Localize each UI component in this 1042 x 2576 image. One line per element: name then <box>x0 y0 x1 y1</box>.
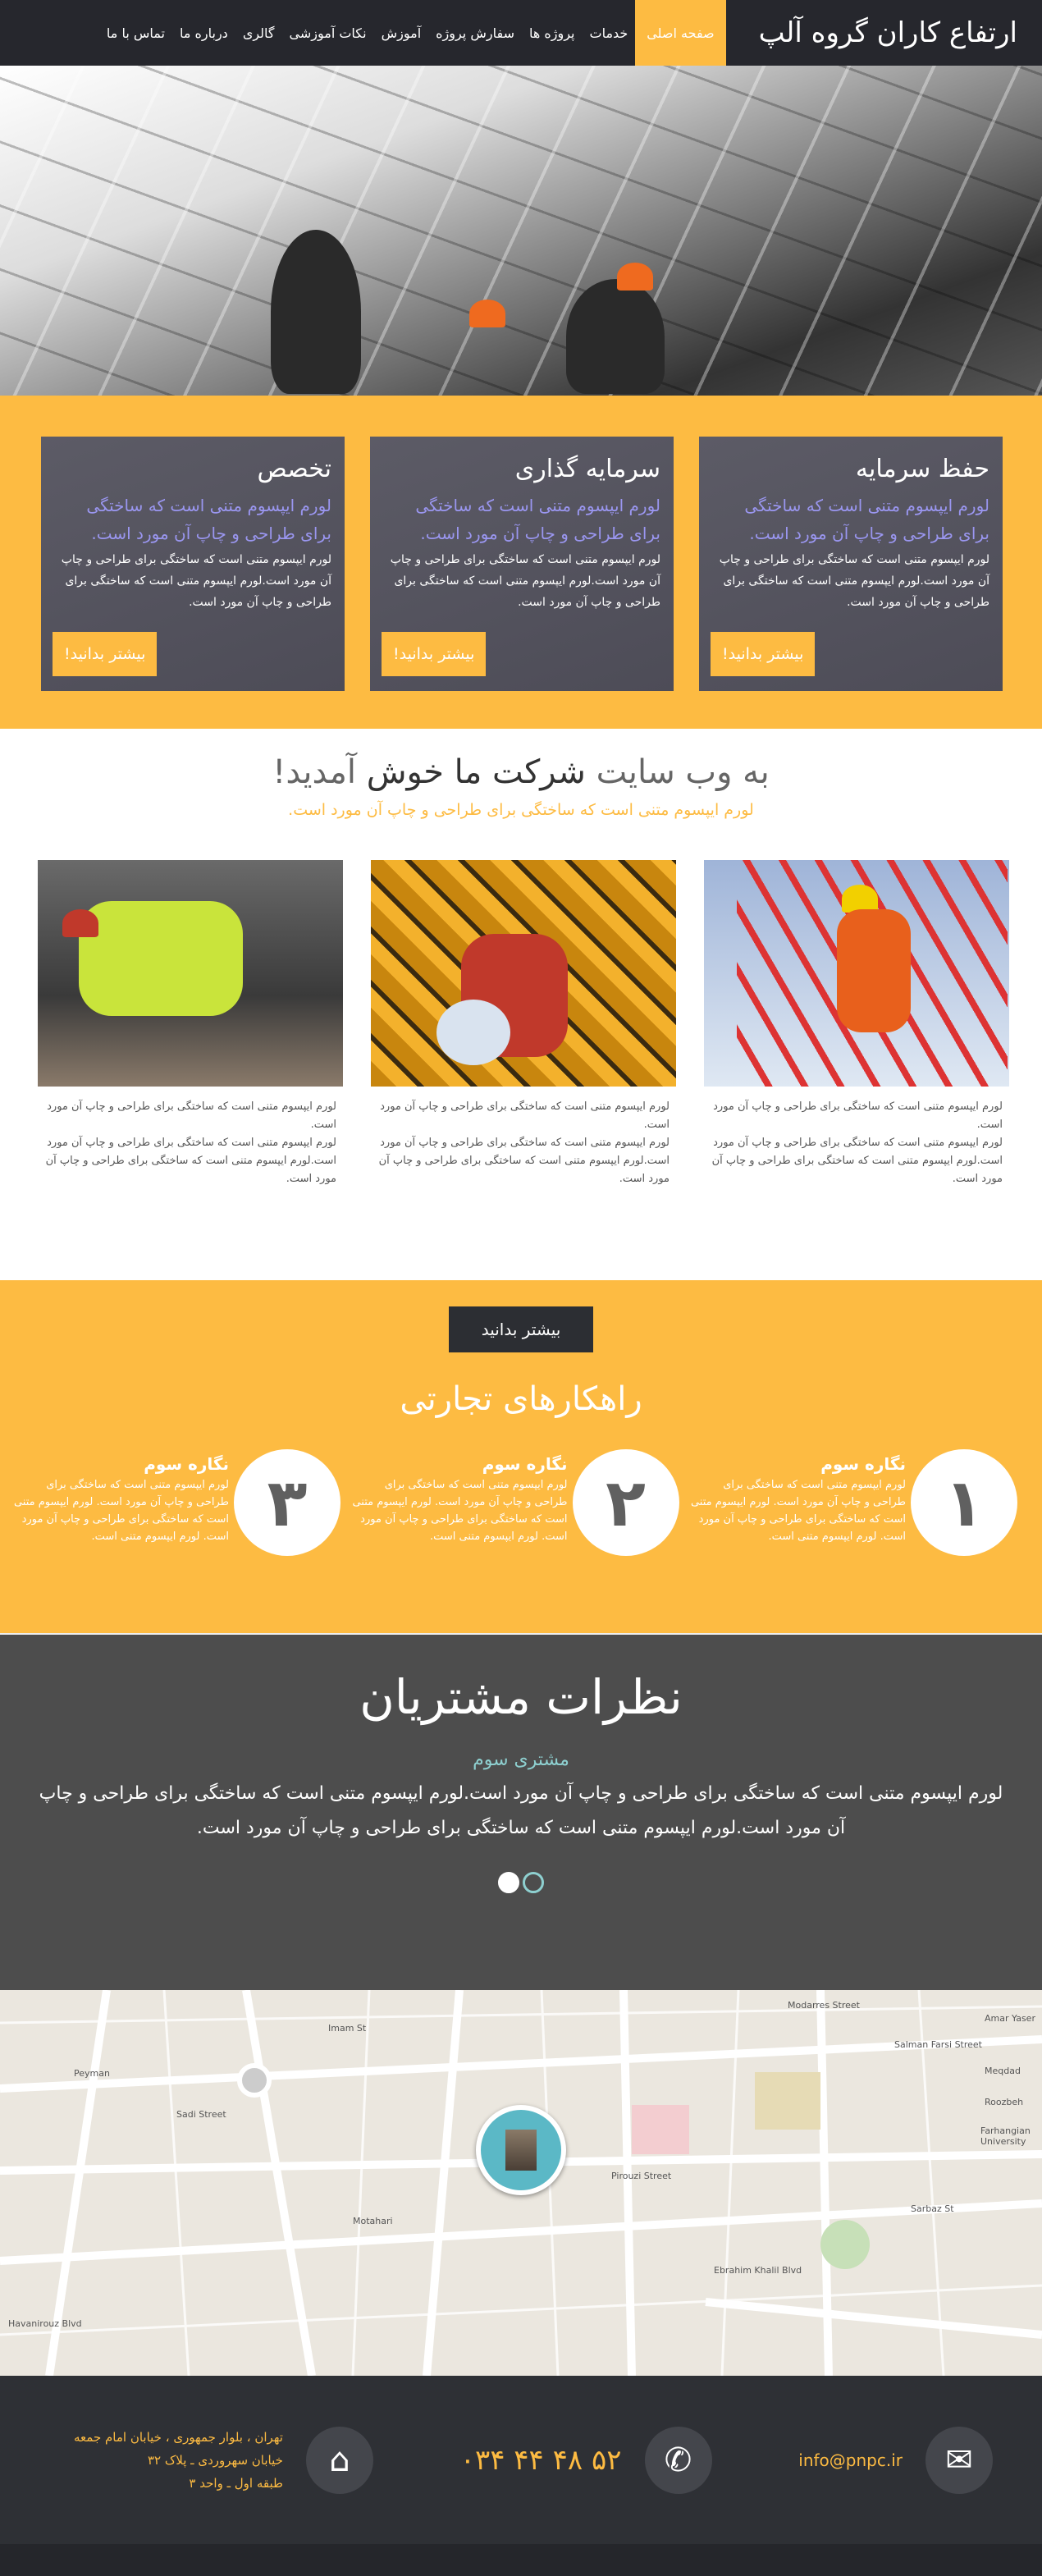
feature-body: لورم ایپسوم متنی است که ساختگی برای طراحی و چاپ آن مورد است.لورم ایپسوم متنی است که ساختگی برای طراحی و چاپ آن مورد است. <box>61 553 331 609</box>
welcome-title: به وب سایت شرکت ما خوش آمدید! <box>272 753 770 791</box>
map-location-marker[interactable] <box>476 2105 566 2195</box>
strategies-section <box>0 1280 1042 1633</box>
footer-contact <box>0 2376 1042 2544</box>
learn-more-button[interactable]: بیشتر بدانید! <box>711 632 815 676</box>
email-contact <box>798 2427 993 2494</box>
feature-title: تخصص <box>257 455 331 483</box>
strategy-text: لورم ایپسوم متنی است که ساختگی برای طراحی و چاپ آن مورد است. لورم ایپسوم متنی است که ساختگی برای طراحی و چاپ آن مورد است. لورم ایپسوم متنی است. <box>13 1479 229 1543</box>
nav-projects[interactable]: پروژه ها <box>528 25 575 41</box>
slider-dots <box>0 1872 1042 1893</box>
strategy-title: نگاره سوم <box>820 1454 906 1474</box>
feature-card <box>370 437 674 691</box>
service-column <box>38 860 343 1188</box>
nav-order[interactable]: سفارش پروژه <box>436 25 514 41</box>
service-text: لورم ایپسوم متنی است که ساختگی برای طراحی و چاپ آن مورد است.لورم ایپسوم متنی است که ساختگی برای طراحی و چاپ آن مورد است. <box>45 1137 336 1185</box>
strategies-title: راهکارهای تجارتی <box>400 1380 642 1418</box>
nav-training[interactable]: آموزش <box>381 25 422 41</box>
learn-more-button[interactable]: بیشتر بدانید! <box>53 632 157 676</box>
strategy-item <box>351 1449 679 1556</box>
worker-photo <box>704 860 1009 1087</box>
welcome-section <box>0 729 1042 1280</box>
nav-services[interactable]: خدمات <box>589 25 628 41</box>
slider-dot[interactable] <box>523 1872 544 1893</box>
feature-card <box>699 437 1003 691</box>
nav-about[interactable]: درباره ما <box>179 25 228 41</box>
feature-lead: لورم ایپسوم متنی است که ساختگی برای طراحی و چاپ آن مورد است. <box>415 496 660 543</box>
service-text: لورم ایپسوم متنی است که ساختگی برای طراحی و چاپ آن مورد است. <box>380 1100 670 1131</box>
phone-icon: ✆ <box>645 2427 712 2494</box>
customer-name: مشتری سوم <box>473 1750 569 1770</box>
main-menu <box>99 0 726 66</box>
nav-tips[interactable]: نکات آموزشی <box>289 25 367 41</box>
strategy-title: نگاره سوم <box>144 1454 229 1474</box>
testimonials-section <box>0 1633 1042 1990</box>
strategy-item <box>12 1449 340 1556</box>
service-text: لورم ایپسوم متنی است که ساختگی برای طراحی و چاپ آن مورد است. <box>713 1100 1003 1131</box>
site-logo[interactable]: ارتفاع کاران گروه آلپ <box>758 16 1017 49</box>
feature-lead: لورم ایپسوم متنی است که ساختگی برای طراحی و چاپ آن مورد است. <box>744 496 989 543</box>
feature-title: سرمایه گذاری <box>514 455 660 483</box>
service-column <box>704 860 1009 1188</box>
features-section <box>0 396 1042 729</box>
worker-photo <box>38 860 343 1087</box>
worker-photo <box>371 860 676 1087</box>
feature-body: لورم ایپسوم متنی است که ساختگی برای طراحی و چاپ آن مورد است.لورم ایپسوم متنی است که ساختگی برای طراحی و چاپ آن مورد است. <box>719 553 989 609</box>
phone-contact <box>460 2427 712 2494</box>
strategy-text: لورم ایپسوم متنی است که ساختگی برای طراحی و چاپ آن مورد است. لورم ایپسوم متنی است که ساختگی برای طراحی و چاپ آن مورد است. لورم ایپسوم متنی است. <box>352 1479 568 1543</box>
service-text: لورم ایپسوم متنی است که ساختگی برای طراحی و چاپ آن مورد است.لورم ایپسوم متنی است که ساختگی برای طراحی و چاپ آن مورد است. <box>711 1137 1003 1185</box>
strategy-text: لورم ایپسوم متنی است که ساختگی برای طراحی و چاپ آن مورد است. لورم ایپسوم متنی است که ساختگی برای طراحی و چاپ آن مورد است. لورم ایپسوم متنی است. <box>690 1479 906 1543</box>
slider-dot[interactable] <box>498 1872 519 1893</box>
email-link[interactable]: info@pnpc.ir <box>798 2450 903 2470</box>
feature-body: لورم ایپسوم متنی است که ساختگی برای طراحی و چاپ آن مورد است.لورم ایپسوم متنی است که ساختگی برای طراحی و چاپ آن مورد است. <box>390 553 660 609</box>
location-map[interactable]: Imam St Peyman Sadi Street Motahari Pirouzi Street Salman Farsi Street Amar Yaser Meqdad Roozbeh Farhangian University Sarbaz St Ebrahim Khalil Blvd Modarres Street Havanirouz Blvd <box>0 1990 1042 2376</box>
testimonial-quote: لورم ایپسوم متنی است که ساختگی برای طراحی و چاپ آن مورد است.لورم ایپسوم متنی است که ساختگی برای طراحی و چاپ آن مورد است.لورم ایپسوم متنی است که ساختگی برای طراحی و چاپ آن مورد است. <box>39 1783 1003 1838</box>
phone-number: ۵۲ ۴۸ ۴۴ ۰۳۴ <box>459 2443 622 2477</box>
nav-contact[interactable]: تماس با ما <box>106 25 165 41</box>
service-text: لورم ایپسوم متنی است که ساختگی برای طراحی و چاپ آن مورد است.لورم ایپسوم متنی است که ساختگی برای طراحی و چاپ آن مورد است. <box>378 1137 670 1185</box>
learn-more-button[interactable]: بیشتر بدانید! <box>382 632 486 676</box>
number-badge: ۲ <box>573 1449 679 1556</box>
address-line: طبقه اول ـ واحد ۳ <box>189 2475 283 2491</box>
address-contact <box>74 2426 373 2495</box>
feature-lead: لورم ایپسوم متنی است که ساختگی برای طراحی و چاپ آن مورد است. <box>86 496 331 543</box>
address-line: تهران ، بلوار جمهوری ، خیابان امام جمعه <box>74 2429 283 2445</box>
service-text: لورم ایپسوم متنی است که ساختگی برای طراحی و چاپ آن مورد است. <box>47 1100 336 1131</box>
strategy-title: نگاره سوم <box>482 1454 568 1474</box>
welcome-subtitle: لورم ایپسوم متنی است که ساختگی برای طراحی و چاپ آن مورد است. <box>288 801 754 819</box>
strategy-item <box>689 1449 1017 1556</box>
nav-gallery[interactable]: گالری <box>242 25 275 41</box>
learn-more-dark-button[interactable]: بیشتر بدانید <box>449 1306 594 1352</box>
envelope-icon: ✉ <box>925 2427 993 2494</box>
number-badge: ۳ <box>234 1449 340 1556</box>
feature-card <box>41 437 345 691</box>
home-icon: ⌂ <box>306 2427 373 2494</box>
service-column <box>371 860 676 1188</box>
top-nav <box>0 0 1042 66</box>
testimonials-title: نظرات مشتریان <box>359 1669 683 1725</box>
nav-home[interactable]: صفحه اصلی <box>635 0 725 66</box>
bottom-bar <box>0 2544 1042 2576</box>
address-line: خیابان سهروردی ـ پلاک ۳۲ <box>147 2452 283 2468</box>
feature-title: حفظ سرمایه <box>855 455 989 483</box>
hero-image <box>0 66 1042 396</box>
number-badge: ۱ <box>911 1449 1017 1556</box>
